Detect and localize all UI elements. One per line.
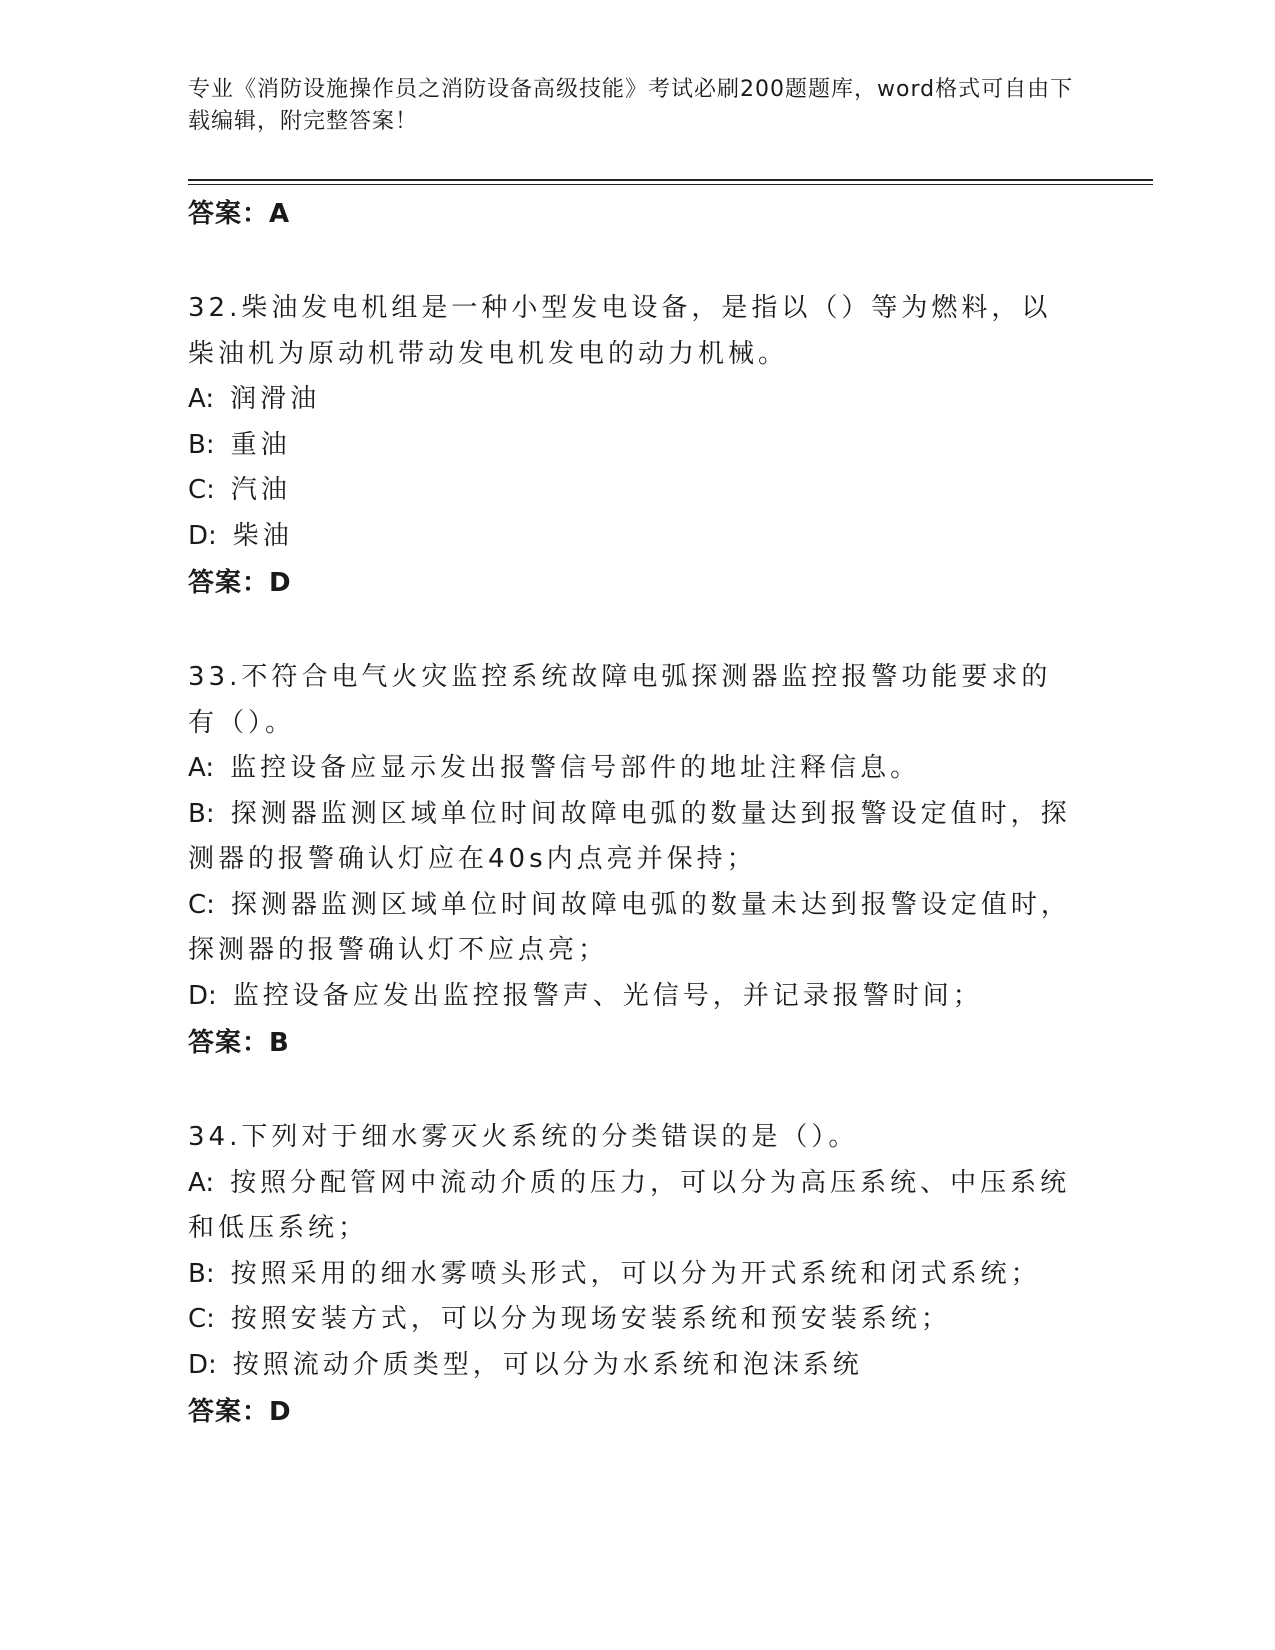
option-text: 探测器监测区域单位时间故障电弧的数量达到报警设定值时，探测器的报警确认灯应在40s内点亮并保持； <box>188 798 1071 874</box>
option-c <box>188 468 1078 514</box>
option-key: A: <box>188 384 215 414</box>
option-d <box>188 514 1078 560</box>
answer-value: A <box>269 199 291 229</box>
answer-value: D <box>269 568 292 598</box>
option-a <box>188 746 1078 792</box>
option-a <box>188 1161 1078 1252</box>
answer-value: D <box>269 1397 292 1427</box>
option-key: C: <box>188 889 215 920</box>
page-header-title: 专业《消防设施操作员之消防设备高级技能》考试必刷200题题库，word格式可自由下载编辑，附完整答案！ <box>188 77 1074 134</box>
option-text: 柴油 <box>232 520 293 551</box>
option-d <box>188 974 1078 1020</box>
option-a <box>188 377 1078 423</box>
option-key: A: <box>188 1167 215 1198</box>
header-divider-thin <box>188 184 1153 185</box>
option-text: 重油 <box>230 429 291 460</box>
question-list <box>188 190 1078 1432</box>
option-text: 监控设备应发出监控报警声、光信号，并记录报警时间； <box>232 980 983 1011</box>
option-b <box>188 1252 1078 1298</box>
answer-label: 答案： <box>188 1028 270 1058</box>
question-item <box>188 1115 1078 1432</box>
option-key: C: <box>188 1304 215 1334</box>
option-d <box>188 1343 1078 1389</box>
question-stem: 32.柴油发电机组是一种小型发电设备，是指以（）等为燃料，以柴油机为原动机带动发电机发电的动力机械。 <box>188 293 1052 369</box>
option-text: 润滑油 <box>230 384 321 414</box>
option-key: D: <box>188 1349 217 1380</box>
option-text: 探测器监测区域单位时间故障电弧的数量未达到报警设定值时，探测器的报警确认灯不应点亮； <box>188 889 1071 965</box>
option-text: 按照安装方式，可以分为现场安装系统和预安装系统； <box>230 1304 951 1334</box>
option-text: 按照分配管网中流动介质的压力，可以分为高压系统、中压系统和低压系统； <box>188 1167 1071 1243</box>
option-key: C: <box>188 475 215 505</box>
option-key: B: <box>188 1258 215 1289</box>
option-text: 按照采用的细水雾喷头形式，可以分为开式系统和闭式系统； <box>230 1258 1041 1289</box>
question-stem: 34.下列对于细水雾灭火系统的分类错误的是（）。 <box>188 1122 859 1152</box>
answer-label: 答案： <box>188 199 270 229</box>
option-text: 监控设备应显示发出报警信号部件的地址注释信息。 <box>230 753 921 783</box>
header-divider <box>188 179 1153 181</box>
option-key: B: <box>188 798 215 829</box>
option-key: A: <box>188 753 215 783</box>
option-b <box>188 423 1078 469</box>
answer-label: 答案： <box>188 568 270 598</box>
option-c <box>188 1297 1078 1343</box>
question-item <box>188 286 1078 603</box>
option-text: 按照流动介质类型，可以分为水系统和泡沫系统 <box>232 1349 863 1380</box>
option-key: D: <box>188 980 217 1011</box>
answer-line <box>188 563 1078 603</box>
option-text: 汽油 <box>230 475 291 505</box>
option-key: B: <box>188 429 215 460</box>
answer-label: 答案： <box>188 1397 270 1427</box>
answer-line <box>188 1392 1078 1432</box>
question-item <box>188 655 1078 1063</box>
answer-value: B <box>269 1028 290 1058</box>
answer-line <box>188 1023 1078 1063</box>
question-stem: 33.不符合电气火灾监控系统故障电弧探测器监控报警功能要求的有（）。 <box>188 662 1052 738</box>
answer-line <box>188 194 1078 234</box>
option-b <box>188 792 1078 883</box>
option-key: D: <box>188 520 217 551</box>
option-c <box>188 883 1078 974</box>
